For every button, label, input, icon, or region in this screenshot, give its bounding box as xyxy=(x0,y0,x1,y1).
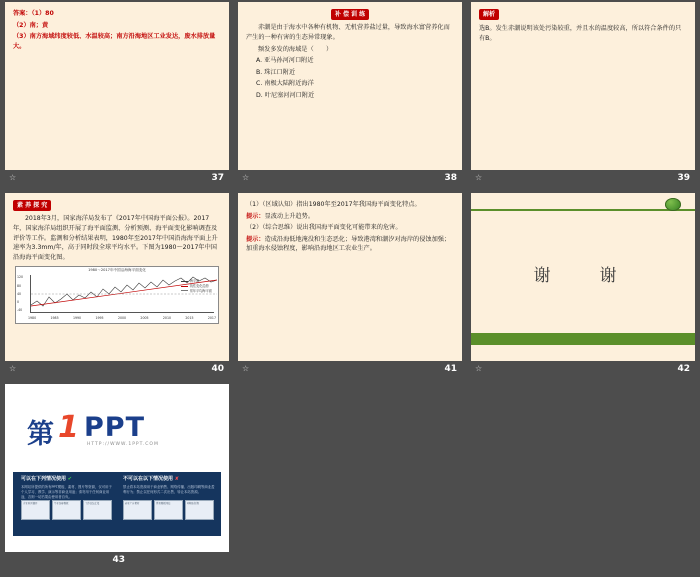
slide-38-stem-2: 频发多发的海域是（ ） xyxy=(258,45,333,53)
first-ppt-logo xyxy=(27,412,207,448)
chart-legend-item-1: 线性变化趋势 xyxy=(181,284,212,289)
check-icon: ✔ xyxy=(67,476,72,482)
slide-41-body xyxy=(238,193,462,361)
slide-cell-37[interactable] xyxy=(5,2,229,186)
slide-42-bar xyxy=(471,361,695,377)
chart-y-tick-3: 0 xyxy=(17,300,20,305)
thumb: 商业广告素材 xyxy=(123,500,152,520)
slide-40-tag-wrap xyxy=(13,200,221,214)
slide-41-question-2: （2）（综合思维）说出我国海平面变化可能带来的危害。 xyxy=(246,224,402,232)
slide-41-tip-1 xyxy=(246,212,454,222)
slide-cell-41[interactable] xyxy=(238,193,462,377)
chart-title: 1980～2017年中国沿海海平面变化 xyxy=(88,268,146,273)
tip-label-1: 提示： xyxy=(246,212,265,220)
star-icon: ☆ xyxy=(9,364,17,373)
allowed-thumbs xyxy=(21,500,112,520)
chart-x-tick-4: 2000 xyxy=(117,316,127,321)
slide-37-number: 37 xyxy=(211,173,224,183)
logo-prefix: 第 xyxy=(27,419,54,450)
slide-38-option-c: C. 南极大陆附近海洋 xyxy=(256,80,314,88)
slide-41-tip-2 xyxy=(246,235,454,254)
slide-40[interactable] xyxy=(5,193,229,361)
star-icon: ☆ xyxy=(475,364,483,373)
chart-x-tick-0: 1980 xyxy=(28,316,37,321)
slide-38[interactable] xyxy=(238,2,462,170)
star-icon: ☆ xyxy=(242,173,250,182)
slide-41-bar xyxy=(238,361,462,377)
logo-url: HTTP://WWW.1PPT.COM xyxy=(87,442,159,447)
slide-39-number: 39 xyxy=(677,173,690,183)
top-rule xyxy=(471,209,695,211)
slide-43-bar xyxy=(5,552,229,568)
logo-suffix: PPT xyxy=(84,412,145,443)
slide-cell-40[interactable] xyxy=(5,193,229,377)
analysis-badge: 解析 xyxy=(479,9,499,20)
slide-cell-43[interactable] xyxy=(5,384,229,568)
slide-40-number: 40 xyxy=(211,364,224,374)
chart-y-tick-4: -40 xyxy=(17,308,23,313)
tip-text-1: 显波动上升趋势。 xyxy=(264,212,315,220)
thumb: 企业培训课件 xyxy=(21,500,50,520)
slide-40-bar xyxy=(5,361,229,377)
slide-38-tag-wrap xyxy=(246,9,454,23)
forbidden-text: 禁止将本站资源用于商业销售、网络传播、出版印刷等商业盈利行为；禁止以任何形式二次出售、转让本站资源。 xyxy=(123,485,215,494)
slide-40-text: 2018年3月，国家海洋局发布了《2017年中国海平面公报》。2017年，国家海洋局组织开展了海平面监测、分析预测、海平面变化影响调查及评价等工作。监测和分析结果表明，1980年至2017年中国沿海海平面上升速率为3.3mm/年，高于同时段全球平均水平。下图为1980～2017年中国沿海海平面变化图。 xyxy=(13,215,218,261)
chart-x-tick-3: 1995 xyxy=(95,316,104,321)
slide-37-line-2: （2）南；黄 xyxy=(13,21,49,29)
cross-icon: ✘ xyxy=(174,476,179,482)
chart-x-tick-1: 1985 xyxy=(50,316,59,321)
chart-legend-item-0: 海平面 xyxy=(181,279,212,284)
thumb: 工作总结汇报 xyxy=(83,500,112,520)
supplement-training-badge: 补 偿 训 练 xyxy=(331,9,369,20)
forbidden-heading: 不可以在以下情况使用 ✘ xyxy=(123,476,179,482)
chart-y-tick-1: 80 xyxy=(17,283,22,288)
slide-37-bar xyxy=(5,170,229,186)
thumb: 售卖模板网站 xyxy=(154,500,183,520)
allowed-text: 本网站所提供的所有PPT模板、素材、图片等资源，仅可用于个人学习、教学、演示等非商业用途；请勿用于任何商业用途，否则一切后果由使用者自负。 xyxy=(21,485,112,499)
chart-x-ticks xyxy=(28,316,216,321)
slide-37-line-1: 答案：（1）80 xyxy=(13,10,54,17)
chart-x-tick-5: 2005 xyxy=(140,316,149,321)
thumb: 毕业答辩模板 xyxy=(52,500,81,520)
bottom-band xyxy=(471,333,695,345)
slide-38-body xyxy=(238,2,462,170)
star-icon: ☆ xyxy=(9,173,17,182)
star-icon: ☆ xyxy=(242,364,250,373)
chart-legend xyxy=(181,279,212,293)
slide-38-option-a: A. 亚马孙河河口附近 xyxy=(256,57,314,65)
slide-40-body xyxy=(5,193,229,361)
usage-panel xyxy=(13,472,221,536)
slide-39-text: 选B。发生赤潮说明该处污染较重，并且水的温度较高，所以符合条件的只有B。 xyxy=(479,25,682,42)
slide-cell-38[interactable] xyxy=(238,2,462,186)
slide-39[interactable] xyxy=(471,2,695,170)
slide-38-option-d: D. 叶尼塞河河口附近 xyxy=(256,91,315,99)
slide-43[interactable] xyxy=(5,384,229,552)
chart-x-tick-6: 2010 xyxy=(162,316,172,321)
slide-38-stem-1: 赤潮是由于海水中各种有机物、无机营养盐过量，导致海水富营养化而产生的一种有害的生态异常现象。 xyxy=(246,24,450,41)
chart-x-tick-2: 1990 xyxy=(72,316,82,321)
slide-37[interactable] xyxy=(5,2,229,170)
slide-39-tag-wrap xyxy=(479,9,687,24)
sea-level-chart xyxy=(15,266,219,324)
chart-y-tick-2: 40 xyxy=(17,291,22,296)
thumb: 印刷出版物 xyxy=(185,500,214,520)
slide-cell-42[interactable] xyxy=(471,193,695,377)
slide-43-number: 43 xyxy=(112,555,125,565)
allowed-heading: 可以在下列情况使用 ✔ xyxy=(21,476,72,482)
chart-y-tick-0: 120 xyxy=(17,275,24,280)
slide-cell-39[interactable] xyxy=(471,2,695,186)
forbidden-thumbs xyxy=(123,500,214,520)
slide-37-line-3: （3）南方海域纬度较低、水温较高；南方沿海地区工业发达，废水排放量大。 xyxy=(13,33,216,50)
slide-38-bar xyxy=(238,170,462,186)
slide-42[interactable] xyxy=(471,193,695,361)
slide-38-option-b: B. 珠江口附近 xyxy=(256,68,296,76)
chart-x-tick-7: 2015 xyxy=(185,316,194,321)
slide-38-number: 38 xyxy=(444,173,457,183)
thanks-text: 谢 谢 xyxy=(533,266,633,286)
slide-41[interactable] xyxy=(238,193,462,361)
slide-42-number: 42 xyxy=(677,364,690,374)
slide-41-question-1: （1）（区域认知）指出1980年至2017年我国海平面变化特点。 xyxy=(246,201,421,208)
globe-icon xyxy=(665,198,681,211)
tip-text-2: 造成沿海低地淹没和生态恶化；导致港湾和潮汐对海岸的侵蚀加强；加重海水侵蚀程度，影响沿海地区工农业生产。 xyxy=(246,235,451,253)
slide-39-body xyxy=(471,2,695,170)
chart-legend-item-2: 常年平均海平面 xyxy=(181,289,212,294)
literacy-inquiry-badge: 素 养 探 究 xyxy=(13,200,51,211)
logo-digit: 1 xyxy=(58,410,79,445)
slide-39-bar xyxy=(471,170,695,186)
tip-label-2: 提示： xyxy=(246,235,265,243)
slide-41-number: 41 xyxy=(444,364,457,374)
slide-37-body xyxy=(5,2,229,170)
star-icon: ☆ xyxy=(475,173,483,182)
chart-x-tick-8: 2017 xyxy=(207,316,216,321)
chart-y-ticks xyxy=(17,275,23,313)
